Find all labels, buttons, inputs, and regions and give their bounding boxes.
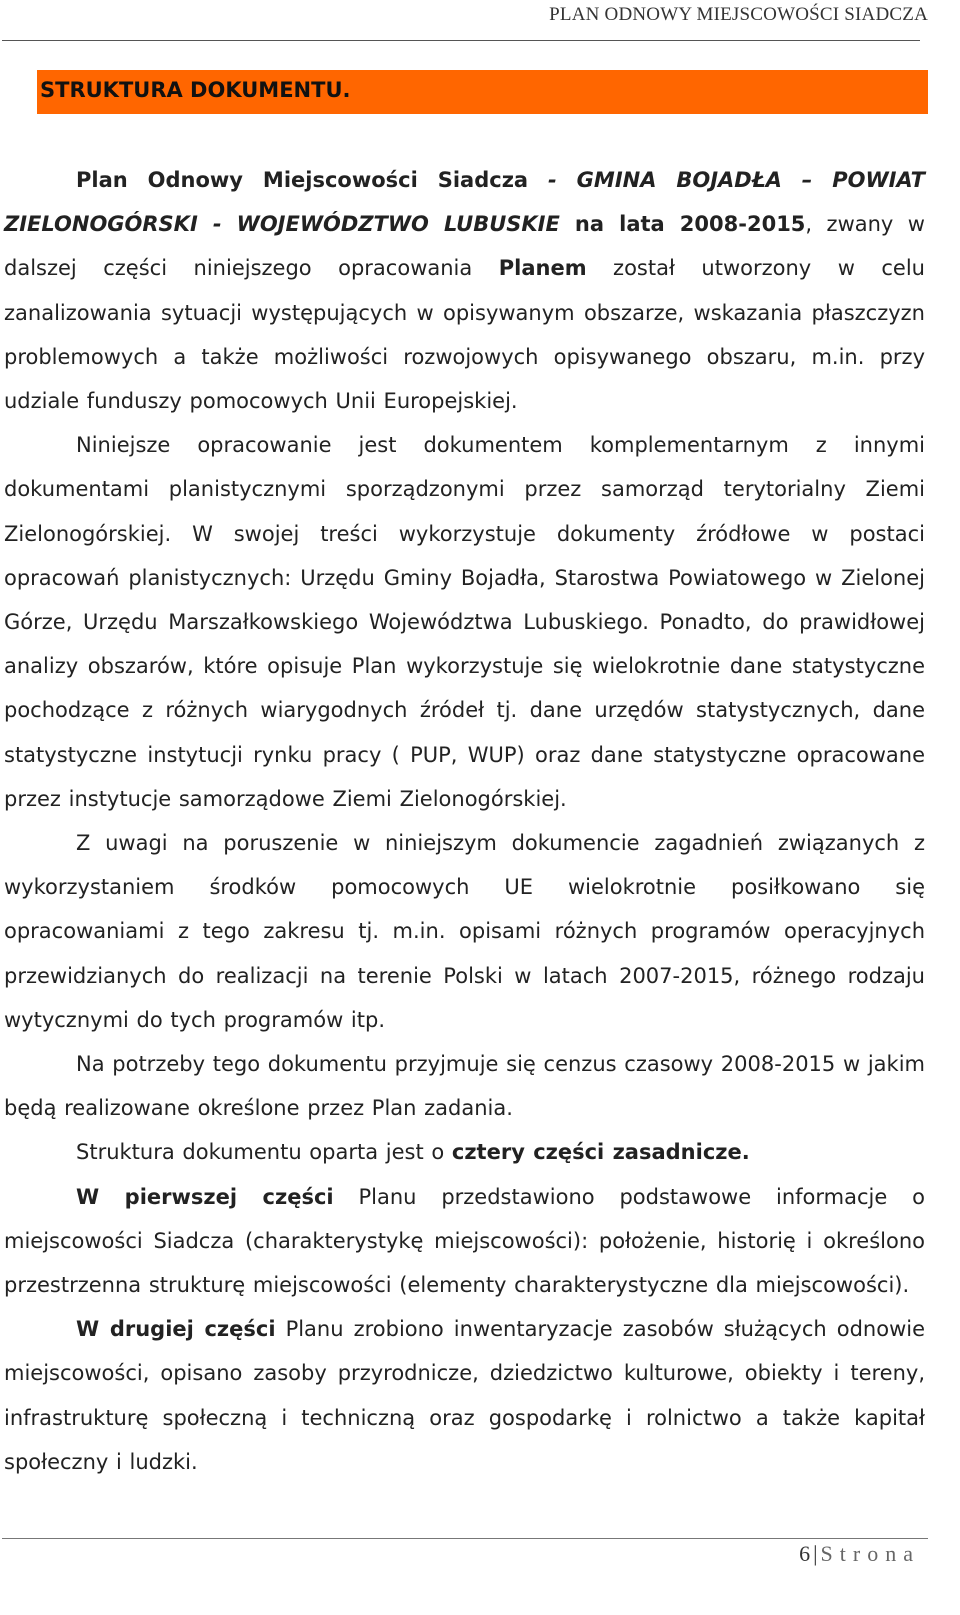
- plan-term: Planem: [498, 256, 587, 281]
- document-body: [4, 158, 925, 1484]
- footer-divider: [2, 1538, 928, 1539]
- plan-name: Plan Odnowy Miejscowości Siadcza: [76, 168, 529, 192]
- footer-separator: |: [813, 1541, 818, 1566]
- running-header: PLAN ODNOWY MIEJSCOWOŚCI SIADCZA: [549, 4, 928, 25]
- plan-location: - GMINA BOJADŁA – POWIAT ZIELONOGÓRSKI - WOJEWÓDZTWO LUBUSKIE: [4, 168, 926, 237]
- section-heading: STRUKTURA DOKUMENTU.: [37, 70, 928, 114]
- page-footer: [799, 1541, 920, 1567]
- paragraph-part-two: W drugiej części Planu zrobiono inwentaryzacje zasobów służących odnowie miejscowości, opisano zasoby przyrodnicze, dziedzictwo kulturowe, obiekty i tereny, infrastrukturę społeczną i techniczną oraz gospodarkę i rolnictwo a także kapitał społeczny i ludzki.: [4, 1317, 925, 1474]
- page-number: 6: [799, 1541, 811, 1566]
- header-divider: [2, 40, 920, 41]
- paragraph-intro: Plan Odnowy Miejscowości Siadcza - GMINA BOJADŁA – POWIAT ZIELONOGÓRSKI - WOJEWÓDZTWO LUBUSKIE na lata 2008-2015, zwany w dalszej części niniejszego opracowania Planem został utworzony w celu zanalizowania sytuacji występujących w opisywanym obszarze, wskazania płaszczyzn problemowych a także możliwości rozwojowych opisywanego obszaru, m.in. przy udziale funduszy pomocowych Unii Europejskiej.: [4, 168, 926, 414]
- paragraph-timeframe: Na potrzeby tego dokumentu przyjmuje się cenzus czasowy 2008-2015 w jakim będą realizowane określone przez Plan zadania.: [4, 1052, 925, 1121]
- paragraph-eu-funds: Z uwagi na poruszenie w niniejszym dokumencie zagadnień związanych z wykorzystaniem środków pomocowych UE wielokrotnie posiłkowano się opracowaniami z tego zakresu tj. m.in. opisami różnych programów operacyjnych przewidzianych do realizacji na terenie Polski w latach 2007-2015, różnego rodzaju wytycznymi do tych programów itp.: [4, 831, 925, 1032]
- paragraph-part-one: W pierwszej części Planu przedstawiono podstawowe informacje o miejscowości Siadcza (charakterystykę miejscowości): położenie, historię i określono przestrzenna strukturę miejscowości (elementy charakterystyczne dla miejscowości).: [4, 1184, 925, 1298]
- part-one-label: W pierwszej części: [76, 1184, 334, 1209]
- structure-emphasis: cztery części zasadnicze.: [451, 1140, 750, 1165]
- paragraph-complementary: Niniejsze opracowanie jest dokumentem komplementarnym z innymi dokumentami planistycznymi sporządzonymi przez samorząd terytorialny Ziemi Zielonogórskiej. W swojej treści wykorzystuje dokumenty źródłowe w postaci opracowań planistycznych: Urzędu Gminy Bojadła, Starostwa Powiatowego w Zielonej Górze, Urzędu Marszałkowskiego Województwa Lubuskiego. Ponadto, do prawidłowej analizy obszarów, które opisuje Plan wykorzystuje się wielokrotnie dane statystyczne pochodzące z różnych wiarygodnych źródeł tj. dane urzędów statystycznych, dane statystyczne instytucji rynku pracy ( PUP, WUP) oraz dane statystyczne opracowane przez instytucje samorządowe Ziemi Zielonogórskiej.: [4, 433, 925, 811]
- plan-years: na lata 2008-2015: [559, 212, 806, 237]
- page-label: Strona: [820, 1541, 920, 1566]
- paragraph-structure: Struktura dokumentu oparta jest o cztery części zasadnicze.: [76, 1140, 750, 1165]
- part-two-label: W drugiej części: [76, 1317, 276, 1342]
